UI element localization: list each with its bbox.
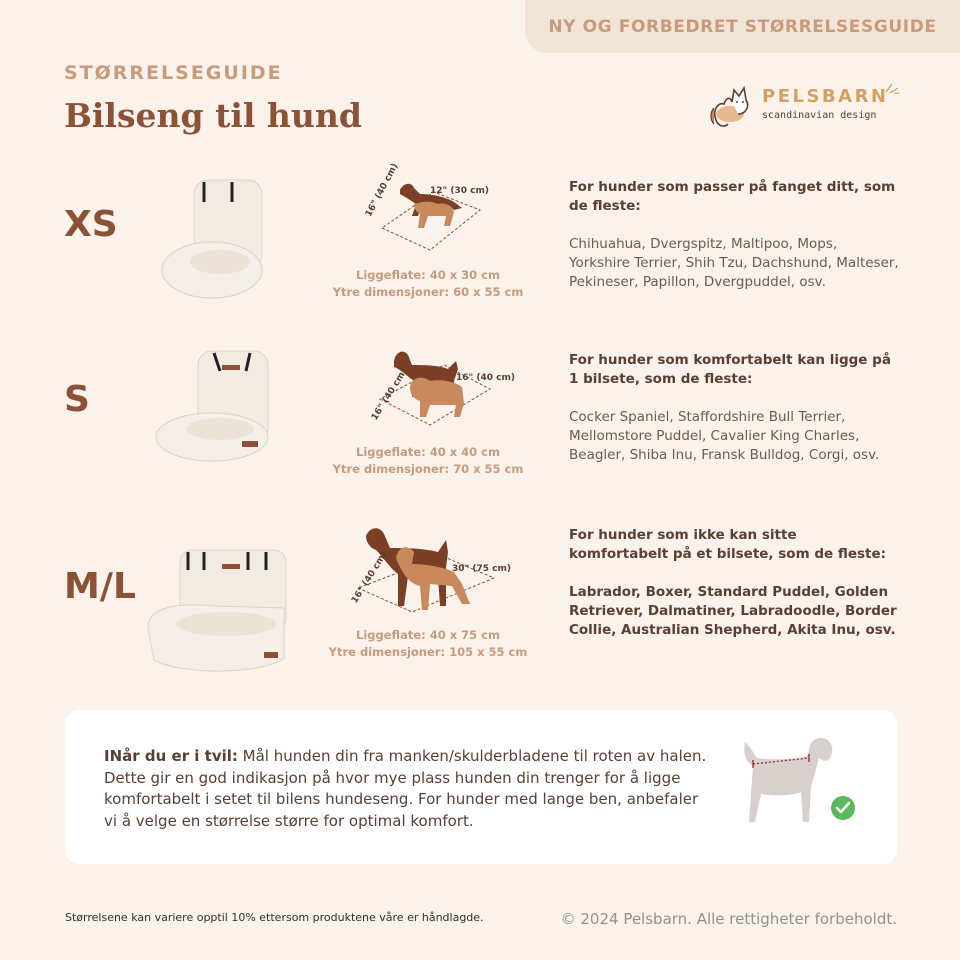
size-label: S — [64, 379, 90, 420]
size-description — [569, 178, 899, 292]
page-title: Bilseng til hund — [64, 96, 362, 135]
dog-measure-icon — [733, 734, 863, 834]
description-heading: For hunder som ikke kan sitte komfortabelt på et bilsete, som de fleste: — [569, 527, 887, 562]
dim-depth-label: 16" (40 cm) — [350, 550, 390, 606]
dim-width-label: 16" (40 cm) — [456, 373, 515, 383]
eyebrow-label: STØRRELSEGUIDE — [64, 62, 283, 84]
size-row-xs — [0, 161, 960, 310]
lying-area: Liggeflate: 40 x 75 cm — [356, 628, 500, 642]
lying-area: Liggeflate: 40 x 30 cm — [356, 268, 500, 282]
outer-dimensions: Ytre dimensjoner: 60 x 55 cm — [332, 285, 524, 299]
tip-card — [65, 710, 897, 864]
top-banner: NY OG FORBEDRET STØRRELSESGUIDE — [525, 0, 960, 53]
brand-logo — [708, 80, 908, 136]
description-heading: For hunder som komfortabelt kan ligge på 1 bilsete, som de fleste: — [569, 352, 891, 387]
size-row-ml — [0, 520, 960, 670]
logo-tagline: scandinavian design — [762, 110, 877, 121]
tip-lead: INår du er i tvil: — [104, 747, 238, 765]
size-label: XS — [64, 204, 118, 245]
dim-width-label: 12" (30 cm) — [430, 186, 489, 196]
tip-body: Mål hunden din fra manken/skulderbladene til roten av halen. Dette gir en god indikasjon på hvor mye plass hunden din trenger for å ligge komfortabelt i setet til bilens hundeseng. For hunder med lange ben, anbefaler vi å velge en størrelse større for optimal komfort. — [104, 747, 707, 830]
measurements — [318, 267, 538, 301]
copyright: © 2024 Pelsbarn. Alle rettigheter forbeholdt. — [560, 910, 897, 928]
dim-width-label: 30" (75 cm) — [452, 564, 511, 574]
size-label: M/L — [64, 566, 136, 607]
pelsbarn-logo-icon — [708, 80, 758, 134]
breed-list: Cocker Spaniel, Staffordshire Bull Terrier, Mellomstore Puddel, Cavalier King Charles, Beagler, Shiba Inu, Fransk Bulldog, Corgi, osv. — [569, 409, 880, 463]
dim-depth-label: 16" (40 cm) — [364, 161, 401, 219]
breed-list: Chihuahua, Dvergspitz, Maltipoo, Mops, Yorkshire Terrier, Shih Tzu, Dachshund, Malteser, Pekineser, Papillon, Dvergpuddel, osv. — [569, 236, 899, 290]
car-seat-bed-image — [154, 349, 272, 467]
handmade-note: Størrelsene kan variere opptil 10% ettersom produktene våre er håndlagde. — [65, 911, 484, 924]
lying-area: Liggeflate: 40 x 40 cm — [356, 445, 500, 459]
check-icon — [831, 796, 855, 820]
size-row-s — [0, 345, 960, 485]
tip-text — [104, 746, 714, 832]
measurements — [318, 627, 538, 661]
dim-depth-label: 16" (40 cm) — [370, 367, 410, 423]
size-description — [569, 351, 899, 465]
car-seat-bed-image — [160, 178, 266, 300]
outer-dimensions: Ytre dimensjoner: 105 x 55 cm — [328, 645, 528, 659]
breed-list: Labrador, Boxer, Standard Puddel, Golden Retriever, Dalmatiner, Labradoodle, Border Collie, Australian Shepherd, Akita Inu, osv. — [569, 584, 897, 638]
outer-dimensions: Ytre dimensjoner: 70 x 55 cm — [332, 462, 524, 476]
measurements — [318, 444, 538, 478]
description-heading: For hunder som passer på fanget ditt, som de fleste: — [569, 179, 896, 214]
logo-name: PELSBARN — [762, 86, 889, 107]
size-description — [569, 526, 899, 640]
car-seat-bed-image — [144, 548, 290, 678]
